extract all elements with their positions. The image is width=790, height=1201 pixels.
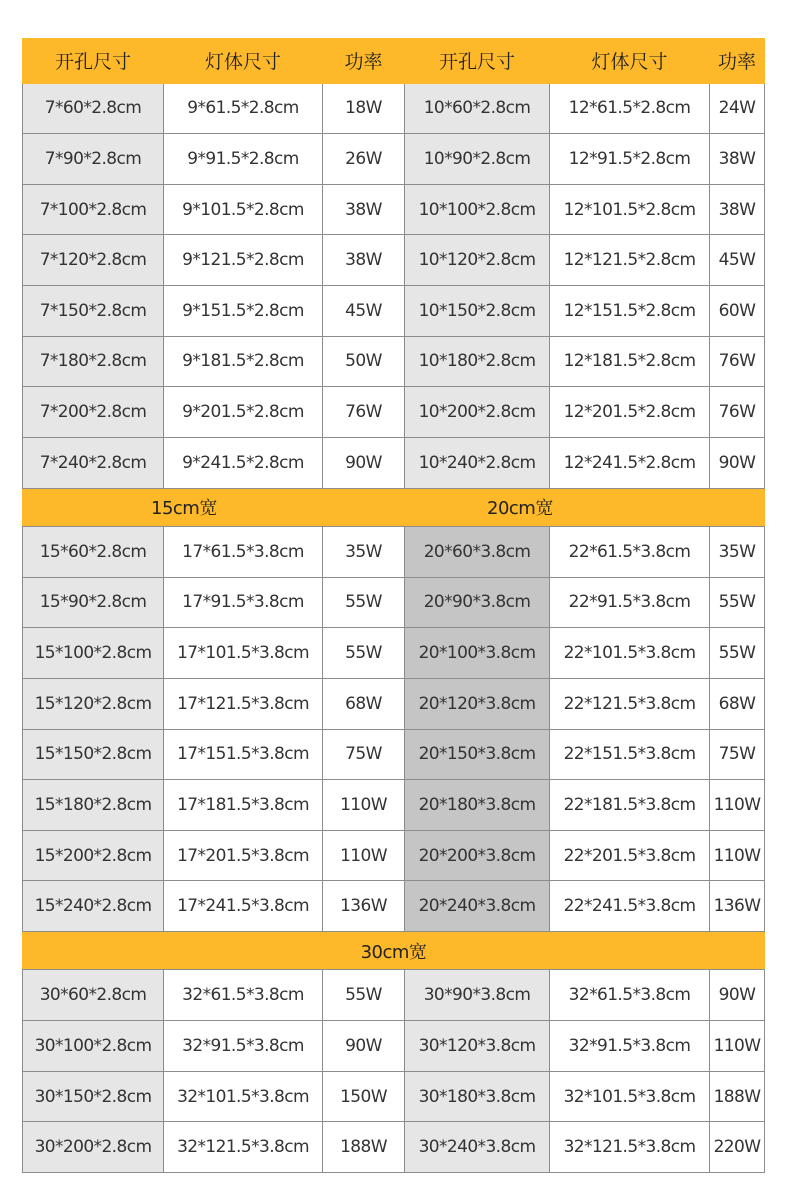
cell-power: 55W	[323, 970, 405, 1021]
cell-body-size: 17*101.5*3.8cm	[164, 628, 323, 679]
cell-cutout-size: 15*180*2.8cm	[23, 780, 164, 831]
cell-body-size: 9*241.5*2.8cm	[164, 437, 323, 488]
cell-body-size: 12*201.5*2.8cm	[550, 387, 710, 438]
cell-cutout-size: 10*90*2.8cm	[405, 134, 550, 185]
cell-cutout-size: 7*120*2.8cm	[23, 235, 164, 286]
cell-power: 38W	[323, 184, 405, 235]
cell-body-size: 17*201.5*3.8cm	[164, 830, 323, 881]
cell-power: 38W	[710, 134, 765, 185]
cell-cutout-size: 7*90*2.8cm	[23, 134, 164, 185]
cell-cutout-size: 15*240*2.8cm	[23, 881, 164, 932]
cell-body-size: 17*151.5*3.8cm	[164, 729, 323, 780]
cell-power: 220W	[710, 1122, 765, 1173]
cell-body-size: 32*101.5*3.8cm	[550, 1071, 710, 1122]
section-title-right: 20cm宽	[405, 488, 765, 526]
cell-body-size: 12*181.5*2.8cm	[550, 336, 710, 387]
cell-power: 35W	[710, 527, 765, 578]
cell-cutout-size: 20*60*3.8cm	[405, 527, 550, 578]
cell-body-size: 22*181.5*3.8cm	[550, 780, 710, 831]
cell-body-size: 12*121.5*2.8cm	[550, 235, 710, 286]
cell-cutout-size: 10*100*2.8cm	[405, 184, 550, 235]
header-power: 功率	[323, 39, 405, 84]
cell-cutout-size: 15*60*2.8cm	[23, 527, 164, 578]
table-row	[23, 387, 765, 438]
cell-power: 38W	[323, 235, 405, 286]
header-cutout-size: 开孔尺寸	[23, 39, 164, 84]
cell-cutout-size: 10*60*2.8cm	[405, 83, 550, 134]
cell-body-size: 9*101.5*2.8cm	[164, 184, 323, 235]
table-row	[23, 830, 765, 881]
cell-cutout-size: 7*180*2.8cm	[23, 336, 164, 387]
cell-body-size: 12*61.5*2.8cm	[550, 83, 710, 134]
cell-cutout-size: 30*200*2.8cm	[23, 1122, 164, 1173]
cell-power: 90W	[323, 1021, 405, 1072]
cell-power: 110W	[323, 830, 405, 881]
cell-cutout-size: 30*100*2.8cm	[23, 1021, 164, 1072]
cell-cutout-size: 30*150*2.8cm	[23, 1071, 164, 1122]
cell-cutout-size: 15*90*2.8cm	[23, 577, 164, 628]
cell-power: 110W	[710, 1021, 765, 1072]
table-row	[23, 881, 765, 932]
cell-cutout-size: 30*180*3.8cm	[405, 1071, 550, 1122]
cell-body-size: 17*121.5*3.8cm	[164, 678, 323, 729]
cell-power: 90W	[710, 437, 765, 488]
cell-body-size: 9*201.5*2.8cm	[164, 387, 323, 438]
header-body-size: 灯体尺寸	[550, 39, 710, 84]
cell-cutout-size: 10*180*2.8cm	[405, 336, 550, 387]
cell-cutout-size: 20*200*3.8cm	[405, 830, 550, 881]
cell-body-size: 9*61.5*2.8cm	[164, 83, 323, 134]
spec-table-body	[23, 39, 765, 1173]
table-row	[23, 1071, 765, 1122]
section-row-15-20	[23, 488, 765, 526]
cell-power: 55W	[710, 577, 765, 628]
cell-cutout-size: 7*240*2.8cm	[23, 437, 164, 488]
cell-body-size: 12*101.5*2.8cm	[550, 184, 710, 235]
header-power: 功率	[710, 39, 765, 84]
cell-cutout-size: 30*120*3.8cm	[405, 1021, 550, 1072]
table-row	[23, 1021, 765, 1072]
section-title: 30cm宽	[23, 932, 765, 970]
cell-body-size: 32*121.5*3.8cm	[550, 1122, 710, 1173]
cell-body-size: 22*91.5*3.8cm	[550, 577, 710, 628]
cell-body-size: 22*61.5*3.8cm	[550, 527, 710, 578]
cell-body-size: 22*151.5*3.8cm	[550, 729, 710, 780]
table-row	[23, 184, 765, 235]
cell-power: 136W	[323, 881, 405, 932]
cell-cutout-size: 7*100*2.8cm	[23, 184, 164, 235]
table-row	[23, 970, 765, 1021]
cell-cutout-size: 30*240*3.8cm	[405, 1122, 550, 1173]
cell-body-size: 9*121.5*2.8cm	[164, 235, 323, 286]
cell-cutout-size: 20*150*3.8cm	[405, 729, 550, 780]
cell-body-size: 9*91.5*2.8cm	[164, 134, 323, 185]
cell-cutout-size: 15*120*2.8cm	[23, 678, 164, 729]
section-title-left: 15cm宽	[23, 488, 405, 526]
table-row	[23, 235, 765, 286]
cell-power: 110W	[710, 780, 765, 831]
cell-body-size: 32*61.5*3.8cm	[550, 970, 710, 1021]
cell-power: 188W	[710, 1071, 765, 1122]
cell-body-size: 9*151.5*2.8cm	[164, 286, 323, 337]
table-row	[23, 729, 765, 780]
cell-cutout-size: 15*150*2.8cm	[23, 729, 164, 780]
table-row	[23, 628, 765, 679]
cell-power: 76W	[710, 336, 765, 387]
cell-power: 55W	[323, 628, 405, 679]
cell-body-size: 22*101.5*3.8cm	[550, 628, 710, 679]
cell-power: 68W	[710, 678, 765, 729]
header-cutout-size: 开孔尺寸	[405, 39, 550, 84]
cell-power: 110W	[710, 830, 765, 881]
cell-power: 55W	[323, 577, 405, 628]
cell-body-size: 17*61.5*3.8cm	[164, 527, 323, 578]
header-body-size: 灯体尺寸	[164, 39, 323, 84]
table-row	[23, 527, 765, 578]
cell-power: 110W	[323, 780, 405, 831]
cell-power: 76W	[323, 387, 405, 438]
cell-body-size: 32*121.5*3.8cm	[164, 1122, 323, 1173]
cell-power: 90W	[323, 437, 405, 488]
cell-body-size: 12*151.5*2.8cm	[550, 286, 710, 337]
spec-table	[22, 38, 765, 1173]
table-row	[23, 134, 765, 185]
cell-power: 45W	[710, 235, 765, 286]
cell-power: 26W	[323, 134, 405, 185]
cell-body-size: 17*241.5*3.8cm	[164, 881, 323, 932]
table-row	[23, 780, 765, 831]
cell-body-size: 22*121.5*3.8cm	[550, 678, 710, 729]
cell-power: 24W	[710, 83, 765, 134]
cell-power: 55W	[710, 628, 765, 679]
table-row	[23, 437, 765, 488]
cell-power: 75W	[710, 729, 765, 780]
cell-power: 76W	[710, 387, 765, 438]
cell-cutout-size: 10*240*2.8cm	[405, 437, 550, 488]
header-row	[23, 39, 765, 84]
cell-cutout-size: 10*200*2.8cm	[405, 387, 550, 438]
cell-cutout-size: 20*120*3.8cm	[405, 678, 550, 729]
cell-power: 90W	[710, 970, 765, 1021]
cell-power: 45W	[323, 286, 405, 337]
cell-power: 50W	[323, 336, 405, 387]
section-row-30	[23, 932, 765, 970]
cell-power: 136W	[710, 881, 765, 932]
cell-cutout-size: 20*90*3.8cm	[405, 577, 550, 628]
cell-power: 68W	[323, 678, 405, 729]
cell-body-size: 22*241.5*3.8cm	[550, 881, 710, 932]
cell-power: 38W	[710, 184, 765, 235]
cell-body-size: 22*201.5*3.8cm	[550, 830, 710, 881]
cell-cutout-size: 10*150*2.8cm	[405, 286, 550, 337]
cell-body-size: 17*181.5*3.8cm	[164, 780, 323, 831]
cell-cutout-size: 15*100*2.8cm	[23, 628, 164, 679]
cell-body-size: 12*91.5*2.8cm	[550, 134, 710, 185]
cell-cutout-size: 7*60*2.8cm	[23, 83, 164, 134]
cell-cutout-size: 10*120*2.8cm	[405, 235, 550, 286]
cell-power: 60W	[710, 286, 765, 337]
cell-body-size: 32*91.5*3.8cm	[550, 1021, 710, 1072]
cell-cutout-size: 20*100*3.8cm	[405, 628, 550, 679]
table-row	[23, 577, 765, 628]
cell-power: 188W	[323, 1122, 405, 1173]
cell-cutout-size: 7*150*2.8cm	[23, 286, 164, 337]
cell-cutout-size: 30*90*3.8cm	[405, 970, 550, 1021]
cell-body-size: 32*91.5*3.8cm	[164, 1021, 323, 1072]
table-row	[23, 286, 765, 337]
cell-cutout-size: 7*200*2.8cm	[23, 387, 164, 438]
cell-cutout-size: 30*60*2.8cm	[23, 970, 164, 1021]
cell-power: 150W	[323, 1071, 405, 1122]
cell-body-size: 32*101.5*3.8cm	[164, 1071, 323, 1122]
cell-cutout-size: 15*200*2.8cm	[23, 830, 164, 881]
cell-body-size: 32*61.5*3.8cm	[164, 970, 323, 1021]
cell-body-size: 12*241.5*2.8cm	[550, 437, 710, 488]
cell-cutout-size: 20*240*3.8cm	[405, 881, 550, 932]
cell-power: 75W	[323, 729, 405, 780]
cell-power: 35W	[323, 527, 405, 578]
table-row	[23, 678, 765, 729]
cell-body-size: 9*181.5*2.8cm	[164, 336, 323, 387]
cell-power: 18W	[323, 83, 405, 134]
table-row	[23, 83, 765, 134]
table-row	[23, 1122, 765, 1173]
cell-cutout-size: 20*180*3.8cm	[405, 780, 550, 831]
cell-body-size: 17*91.5*3.8cm	[164, 577, 323, 628]
table-row	[23, 336, 765, 387]
